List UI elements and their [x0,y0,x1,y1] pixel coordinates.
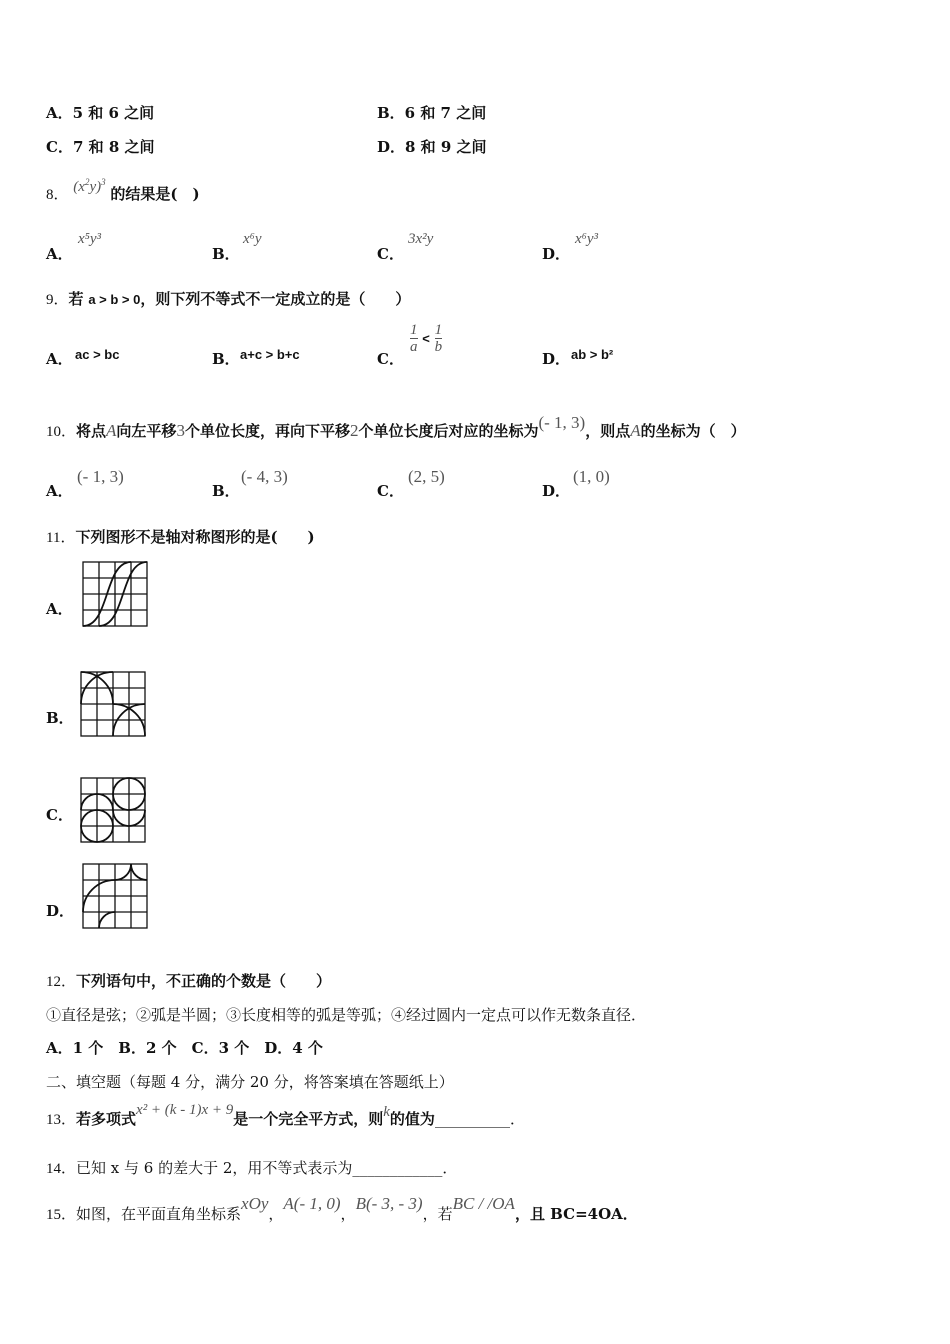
q14-answer-blank: ____________ [352,1159,443,1177]
question-13: 13．若多项式x² + (k - 1)x + 9是一个完全平方式，则k的值为__________． [46,1102,525,1128]
q11-option-d-label: D． [46,902,75,920]
option-b-q7: B．6 和 7 之间 [377,104,487,122]
q10-option-d-label: D． [542,482,571,500]
q10-option-c-label: C． [377,482,404,500]
q10-option-a-label: A． [46,482,73,500]
q11-figure-d [82,863,148,929]
q12-statements: ①直径是弦；②弧是半圆；③长度相等的弧是等弧；④经过圆内一定点可以作无数条直径． [46,1006,647,1024]
q8-option-c-label: C． [377,245,404,263]
q8-option-b-label: B． [212,245,240,263]
q9-option-a-label: A． [46,350,73,368]
q11-option-a-label: A． [46,600,73,618]
q9-option-d-label: D． [542,350,571,368]
question-15: 15．如图，在平面直角坐标系xOy，A(- 1, 0)，B(- 3, - 3)，若BC / /OA，且 BC=4OA． [46,1194,638,1223]
question-12: 12．下列语句中，不正确的个数是（ ） [46,972,332,990]
q9-option-d-text: ab > b² [571,347,614,362]
q9-option-b-text: a+c > b+c [240,347,300,362]
q8-expression: $(x^2y)^3$ [73,177,106,195]
question-10: 10．将点A向左平移3个单位长度，再向下平移2个单位长度后对应的坐标为(- 1, 3)，则点A的坐标为（ ） [46,413,746,440]
question-14: 14．已知 x 与 6 的差大于 2，用不等式表示为____________． [46,1159,458,1177]
q8-option-c-math: 3x²y [408,231,434,247]
question-11: 11．下列图形不是轴对称图形的是( ) [46,528,315,546]
q10-option-b-math: (- 4, 3) [241,467,288,486]
option-d-q7: D．8 和 9 之间 [377,138,487,156]
q11-figure-c [80,777,146,843]
q8-option-a-math: x⁵y³ [78,231,102,247]
q9-option-c-math: $\frac{1}{a}$ < $\frac{1}{b}$ [410,322,443,355]
q9-option-b-label: B． [212,350,240,368]
q11-option-c-label: C． [46,806,73,824]
q11-option-b-label: B． [46,709,74,727]
q11-figure-b [80,671,146,737]
q10-option-b-label: B． [212,482,240,500]
q8-option-d-math: x⁶y³ [575,231,599,247]
q8-option-b-math: x⁶y [243,231,262,247]
q9-option-a-text: ac > bc [75,347,120,362]
q8-option-a-label: A． [46,245,73,263]
option-c-q7: C．7 和 8 之间 [46,138,155,156]
q10-option-c-math: (2, 5) [408,467,445,486]
q13-answer-blank: __________ [434,1110,510,1128]
question-9: 9．若 a > b > 0，则下列不等式不一定成立的是（ ） [46,290,411,308]
q10-option-a-math: (- 1, 3) [77,467,124,486]
q10-option-d-math: (1, 0) [573,467,610,486]
q12-options: A．1 个 B．2 个 C．3 个 D．4 个 [46,1039,323,1057]
section-2-title: 二、填空题（每题 4 分，满分 20 分，将答案填在答题纸上） [46,1073,454,1091]
q11-figure-a [82,561,148,627]
question-8: 8． $(x^2y)^3$ 的结果是( ) [46,177,200,203]
q9-option-c-label: C． [377,350,404,368]
q8-option-d-label: D． [542,245,571,263]
option-a-q7: A．5 和 6 之间 [46,104,155,122]
